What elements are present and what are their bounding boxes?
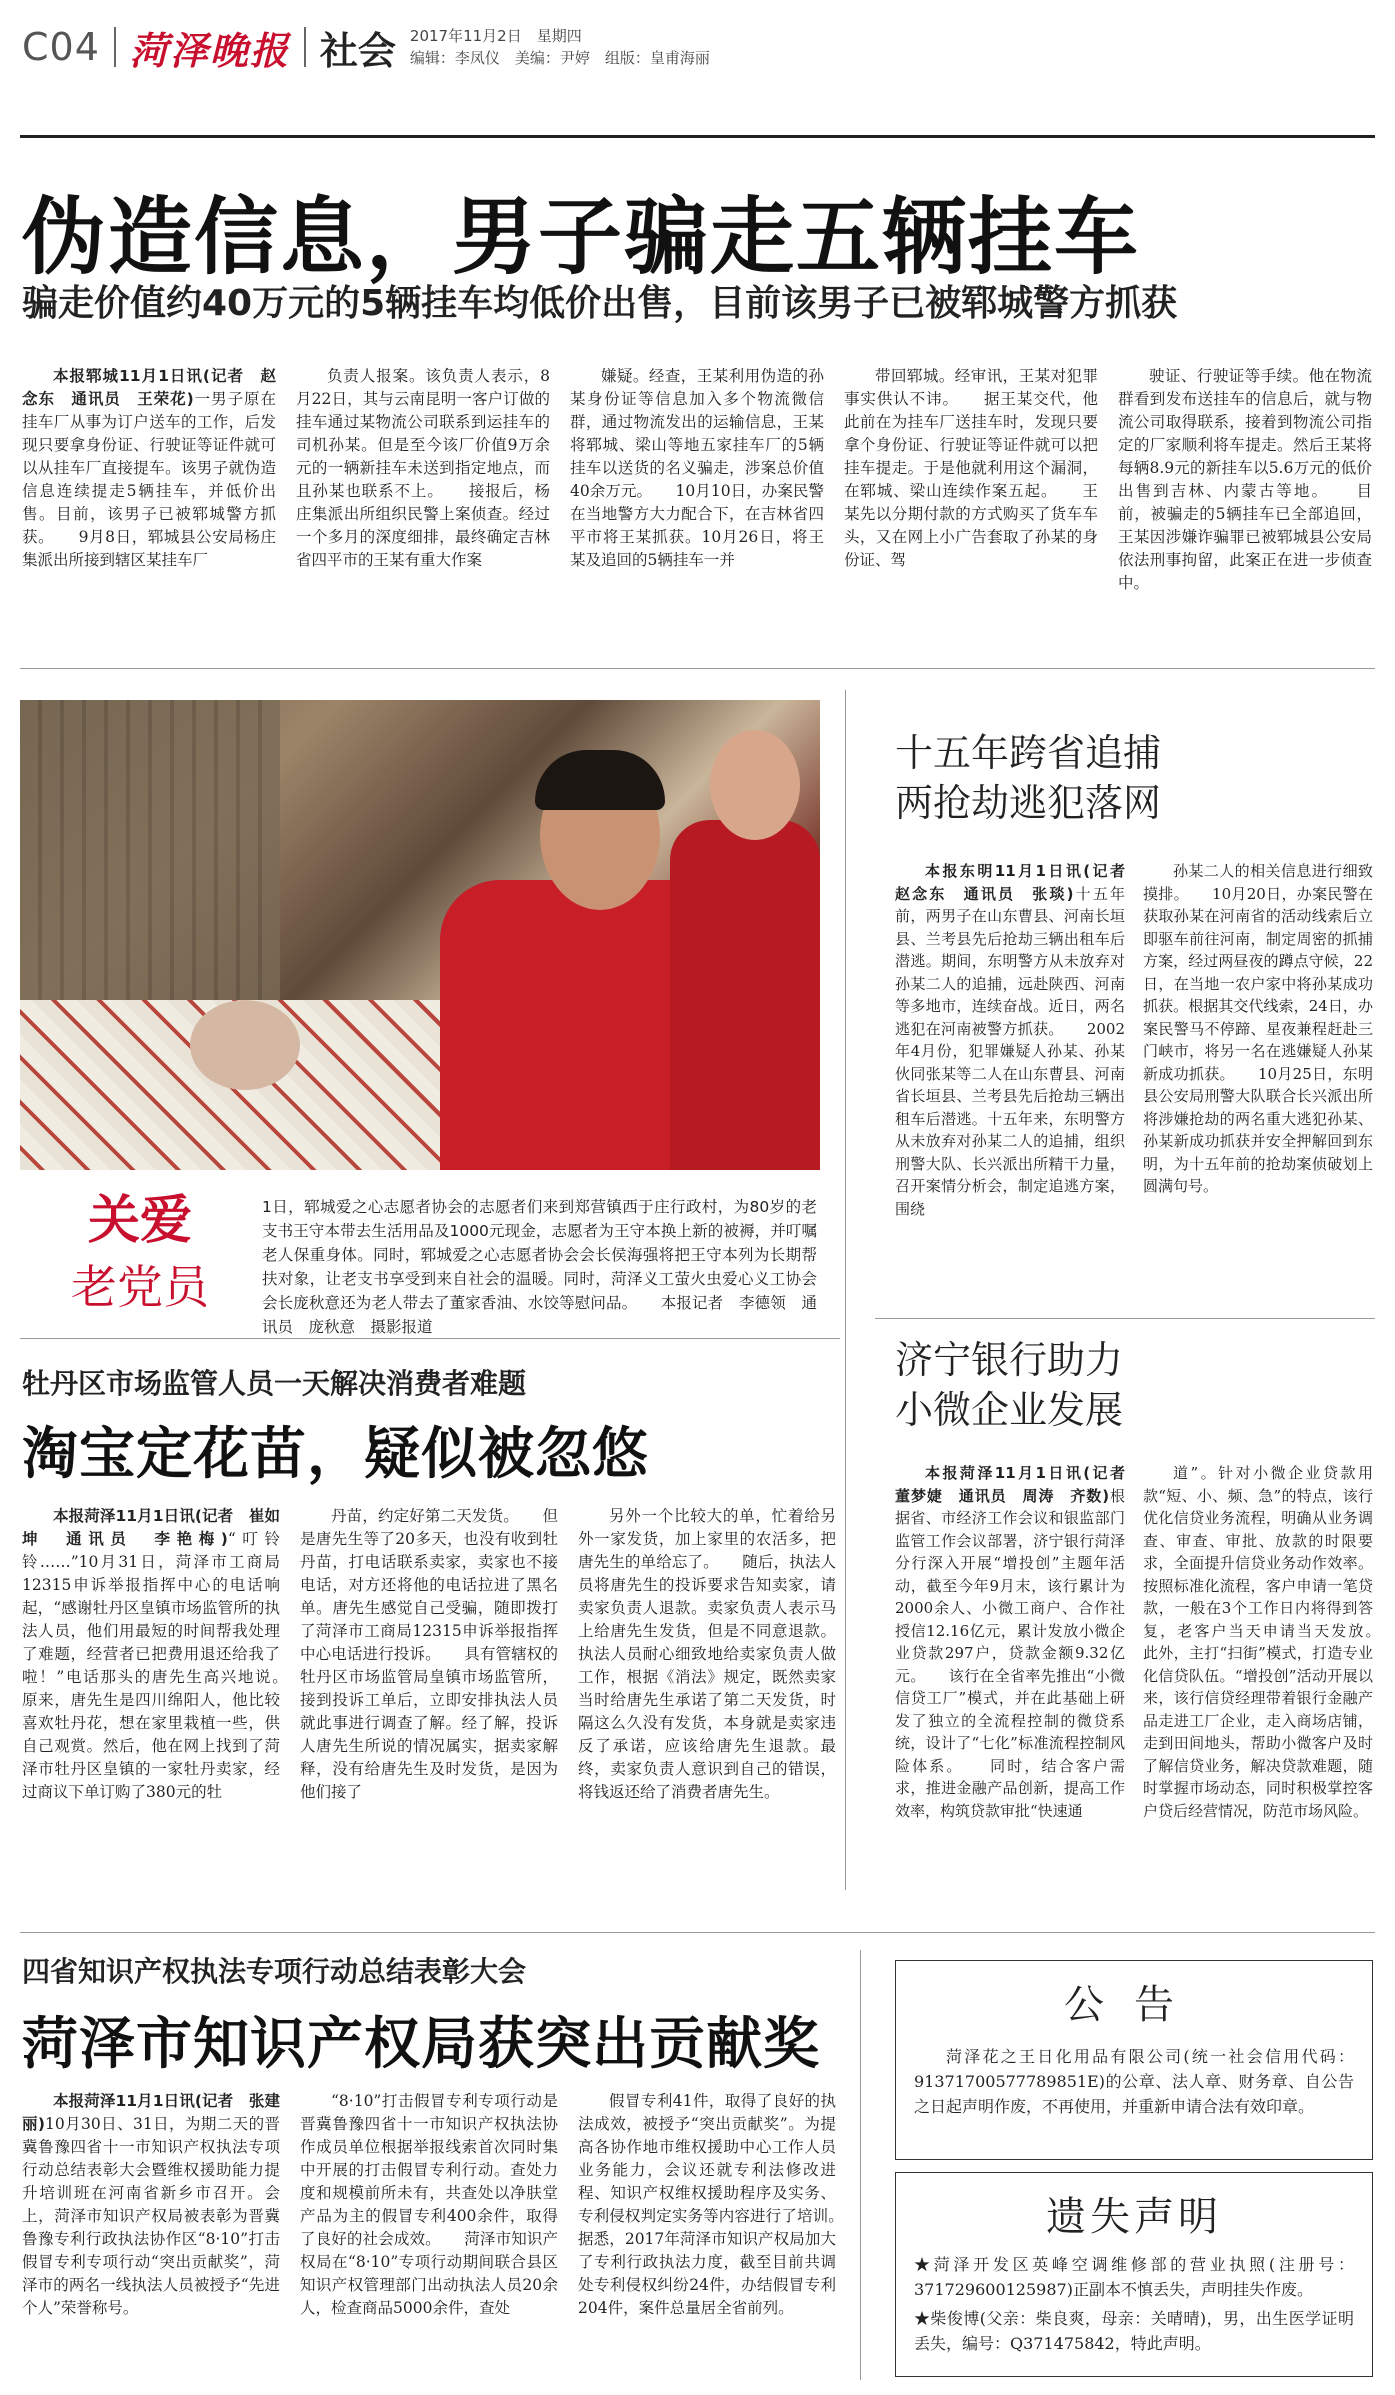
side-headline-line: 小微企业发展	[895, 1388, 1124, 1432]
masthead-rule	[20, 135, 1375, 138]
article-headline: 菏泽市知识产权局获突出贡献奖	[22, 2012, 820, 2077]
column-divider	[860, 1950, 861, 2380]
section-divider	[20, 1932, 1375, 1933]
article-kicker: 牡丹区市场监管人员一天解决消费者难题	[22, 1367, 527, 1400]
article-text: 根据省、市经济工作会议和银监部门监管工作会议部署，济宁银行菏泽分行深入开展“增投创”主题年活动，截至今年9月末，该行累计为2000余人、小微工商户、合作社授信12.16亿元，累计发放小微企业贷款297户，贷款金额9.32亿元。 该行在全省率先推出“小微信贷工厂”模式，并在此基础上研发了独立的全流程控制的微贷系统，设计了“七化”标准流程控制风险体系。 同时，结合客户需求，推进金融产品创新，提高工作效率，构筑贷款审批“快速通	[895, 1486, 1125, 1820]
article-byline: 本报东明11月1日讯(记者 赵念东 通讯员 张琰)	[895, 862, 1125, 903]
article-column	[1143, 1462, 1373, 1902]
paper-logo: 菏泽晚报	[129, 27, 290, 73]
article-text: 10月30日、31日，为期二天的晋冀鲁豫四省十一市知识产权执法专项行动总结表彰大会暨维权援助能力提升培训班在河南省新乡市召开。会上，菏泽市知识产权局被表彰为晋冀鲁豫专利行政执法协作区“8·10”打击假冒专利专项行动“突出贡献奖”，菏泽市的两名一线执法人员被授予“先进个人”荣誉称号。	[22, 2115, 280, 2317]
photo-caption: 1日，郓城爱之心志愿者协会的志愿者们来到郑营镇西于庄行政村，为80岁的老支书王守本带去生活用品及1000元现金，志愿者为王守本换上新的被褥，并叮嘱老人保重身体。同时，郓城爱之心志愿者协会会长侯海强将把王守本列为长期帮扶对象，让老支书享受到来自社会的温暖。同时，菏泽义工萤火虫爱心义工协会会长庞秋意还为老人带去了董家香油、水饺等慰问品。 本报记者 李德领 通讯员 庞秋意 摄影报道	[262, 1198, 817, 1336]
photo-title-line2: 老党员	[71, 1260, 209, 1314]
article-body	[22, 2090, 837, 2385]
article-column	[300, 2090, 558, 2385]
article-text: 孙某二人的相关信息进行细致摸排。 10月20日，办案民警在获取孙某在河南省的活动线索后立即驱车前往河南，制定周密的抓捕方案，经过两昼夜的蹲点守候，22日，在当地一农户家中将孙某成功抓获。根据其交代线索，24日，办案民警马不停蹄、星夜兼程赶赴三门峡市，将另一名在逃嫌疑人孙某新成功抓获。 10月25日，东明县公安局刑警大队联合长兴派出所将涉嫌抢劫的两名重大逃犯孙某、孙某新成功抓获并安全押解回到东明，为十五年前的抢劫案侦破划上圆满句号。	[1143, 862, 1373, 1195]
notice-title: 公告	[1064, 1982, 1204, 2028]
lost-notice-title: 遗失声明	[1046, 2194, 1222, 2240]
article-text: 十五年前，两男子在山东曹县、河南长垣县、兰考县先后抢劫三辆出租车后潜逃。期间，东明警方从未放弃对孙某二人的追捕，远赴陕西、河南等多地市，连续奋战。近日，两名逃犯在河南被警方抓获。 2002年4月份，犯罪嫌疑人孙某、孙某伙同张某等二人在山东曹县、河南省长垣县、兰考县先后抢劫三辆出租车后潜逃。十五年来，东明警方从未放弃对孙某二人的追捕，组织刑警大队、长兴派出所精干力量，召开案情分析会，制定追逃方案，围绕	[895, 884, 1125, 1218]
side-headline	[895, 728, 1365, 828]
news-photo	[20, 700, 820, 1170]
article-byline: 本报菏泽11月1日讯(记者 崔如坤 通讯员 李艳梅)	[22, 1507, 280, 1548]
article-column	[300, 1505, 558, 1945]
lead-subheadline: 骗走价值约40万元的5辆挂车均低价出售，目前该男子已被郓城警方抓获	[22, 283, 1178, 324]
article-text: 带回郓城。经审讯，王某对犯罪事实供认不讳。 据王某交代，他此前在为挂车厂送挂车时，发现只要拿个身份证、行驶证等证件就可以把挂车提走。于是他就利用这个漏洞，在郓城、梁山连续作案五起。 王某先以分期付款的方式购买了货车车头，又在网上小广告套取了孙某的身份证、驾	[844, 367, 1098, 569]
side-headline-line: 济宁银行助力	[895, 1338, 1124, 1382]
article-text: 假冒专利41件，取得了良好的执法成效，被授予“突出贡献奖”。为提高各协作地市维权援助中心工作人员业务能力，会议还就专利法修改进程、知识产权维权援助程序及实务、专利侵权判定实务等内容进行了培训。 据悉，2017年菏泽市知识产权局加大了专利行政执法力度，截至目前共调处专利侵权纠纷24件，办结假冒专利204件，案件总量居全省前列。	[578, 2092, 836, 2317]
lost-notice-item: ★菏泽开发区英峰空调维修部的营业执照(注册号：371729600125987)正副本不慎丢失，声明挂失作废。	[914, 2255, 1354, 2299]
side-headline	[895, 1335, 1365, 1435]
article-column	[578, 2090, 836, 2385]
section-divider	[875, 1318, 1375, 1319]
article-column	[844, 365, 1098, 640]
article-text: 嫌疑。经查，王某利用伪造的孙某身份证等信息加入多个物流微信群，通过物流发出的运输信息，王某将郓城、梁山等地五家挂车厂的5辆挂车以送货的名义骗走，涉案总价值40余万元。 10月10日，办案民警在当地警方大力配合下，在吉林省四平市将王某抓获。10月26日，将王某及追回的5辆挂车一并	[570, 367, 824, 569]
lead-headline: 伪造信息，男子骗走五辆挂车	[22, 188, 1141, 286]
article-text: 一男子原在挂车厂从事为订户送车的工作，后发现只要拿身份证、行驶证等证件就可以从挂车厂直接提车。该男子就伪造信息连续提走5辆挂车，并低价出售。目前，该男子已被郓城警方抓获。 9月8日，郓城县公安局杨庄集派出所接到辖区某挂车厂	[22, 390, 276, 569]
article-column	[22, 365, 276, 640]
article-byline: 本报菏泽11月1日讯(记者 董梦婕 通讯员 周涛 齐数)	[895, 1464, 1125, 1505]
article-byline: 本报郓城11月1日讯(记者 赵念东 通讯员 王荣花)	[22, 367, 276, 408]
masthead-meta	[410, 25, 710, 69]
article-text: “叮铃铃……”10月31日，菏泽市工商局12315申诉举报指挥中心的电话响起，“感谢牡丹区皇镇市场监管所的执法人员，他们用最短的时间帮我处理了难题，经营者已把费用退还给我了啦！”电话那头的唐先生高兴地说。 原来，唐先生是四川绵阳人，他比较喜欢牡丹花，想在家里栽植一些，供自己观赏。然后，他在网上找到了菏泽市牡丹区皇镇的一家牡丹卖家，经过商议下单订购了380元的牡	[22, 1530, 280, 1801]
notice-body: 菏泽花之王日化用品有限公司(统一社会信用代码：91371700577789851E)的公章、法人章、财务章、自公告之日起声明作废，不再使用，并重新申请合法有效印章。	[914, 2047, 1354, 2116]
article-kicker: 四省知识产权执法专项行动总结表彰大会	[22, 1955, 527, 1988]
section-divider	[20, 668, 1375, 669]
article-column	[22, 1505, 280, 1945]
article-column	[1118, 365, 1372, 640]
photo-story-title	[40, 1188, 240, 1320]
masthead-divider	[304, 27, 306, 67]
article-text: 驶证、行驶证等手续。他在物流群看到发布送挂车的信息后，就与物流公司取得联系，接着到物流公司指定的厂家顺利将车提走。然后王某将每辆8.9元的新挂车以5.6万元的低价出售到吉林、内蒙古等地。 目前，被骗走的5辆挂车已全部追回，王某因涉嫌诈骗罪已被郓城县公安局依法刑事拘留，此案正在进一步侦查中。	[1118, 367, 1372, 592]
issue-date: 2017年11月2日 星期四	[409, 27, 582, 45]
notice-box	[895, 1960, 1373, 2160]
side-article-body	[895, 860, 1373, 1300]
article-column	[895, 1462, 1125, 1902]
side-article-body	[895, 1462, 1373, 1902]
article-column	[1143, 860, 1373, 1300]
article-headline: 淘宝定花苗，疑似被忽悠	[22, 1422, 649, 1487]
article-column	[578, 1505, 836, 1945]
article-body	[22, 1505, 837, 1945]
article-text: 负责人报案。该负责人表示，8月22日，其与云南昆明一客户订做的挂车通过某物流公司联系到运挂车的司机孙某。但是至今该厂价值9万余元的一辆新挂车未送到指定地点，而且孙某也联系不上。 接报后，杨庄集派出所组织民警上案侦查。经过一个多月的深度细排，最终确定吉林省四平市的王某有重大作案	[296, 367, 550, 569]
article-text: 丹苗，约定好第二天发货。 但是唐先生等了20多天，也没有收到牡丹苗，打电话联系卖家，卖家也不接电话，对方还将他的电话拉进了黑名单。唐先生感觉自己受骗，随即拨打了菏泽市工商局12315申诉举报指挥中心电话进行投诉。 具有管辖权的牡丹区市场监管局皇镇市场监管所，接到投诉工单后，立即安排执法人员就此事进行调查了解。经了解，投诉人唐先生所说的情况属实，据卖家解释，没有给唐先生及时发货，是因为他们接了	[300, 1507, 558, 1801]
lost-notice-box	[895, 2172, 1373, 2377]
lost-notice-item: ★柴俊博(父亲：柴良爽，母亲：关晴晴)，男，出生医学证明丢失，编号：Q371475842，特此声明。	[914, 2309, 1354, 2353]
article-text: “8·10”打击假冒专利专项行动是晋冀鲁豫四省十一市知识产权执法协作成员单位根据举报线索首次同时集中开展的打击假冒专利行动。查处力度和规模前所未有，共查处以净肤堂产品为主的假冒专利400余件，取得了良好的社会成效。 菏泽市知识产权局在“8·10”专项行动期间联合县区知识产权管理部门出动执法人员20余人，检查商品5000余件，查处	[300, 2092, 558, 2317]
editor-credits: 编辑：李凤仪 美编：尹婷 组版：皇甫海丽	[409, 49, 710, 67]
article-column	[22, 2090, 280, 2385]
lead-article-body	[22, 365, 1372, 640]
photo-title-line1: 关爱	[87, 1191, 192, 1251]
article-byline: 本报菏泽11月1日讯(记者 张建丽)	[22, 2092, 280, 2133]
side-headline-line: 两抢劫逃犯落网	[895, 781, 1162, 825]
masthead	[22, 22, 710, 72]
column-divider	[845, 690, 846, 1890]
page-number: C04	[22, 25, 100, 69]
side-headline-line: 十五年跨省追捕	[895, 731, 1162, 775]
section-divider	[20, 1338, 840, 1339]
article-column	[296, 365, 550, 640]
article-text: 道”。针对小微企业贷款用款“短、小、频、急”的特点，该行优化信贷业务流程，明确从业务调查、审查、审批、放款的时限要求，全面提升信贷业务动作效率。按照标准化流程，客户申请一笔贷款，一般在3个工作日内将得到答复，老客户当天申请当天发放。 此外，主打“扫街”模式，打造专业化信贷队伍。“增投创”活动开展以来，该行信贷经理带着银行金融产品走进工厂企业，走入商场店铺，走到田间地头，帮助小微客户及时了解信贷业务，解决贷款难题，随时掌握市场动态，同时积极掌控客户贷后经营情况，防范市场风险。	[1143, 1464, 1373, 1820]
article-column	[895, 860, 1125, 1300]
masthead-divider	[114, 27, 116, 67]
article-text: 另外一个比较大的单，忙着给另外一家发货，加上家里的农活多，把唐先生的单给忘了。 随后，执法人员将唐先生的投诉要求告知卖家，请卖家负责人退款。卖家负责人表示马上给唐先生发货，但是不同意退款。执法人员耐心细致地给卖家负责人做工作，根据《消法》规定，既然卖家当时给唐先生承诺了第二天发货，时隔这么久没有发货，本身就是卖家违反了承诺，应该给唐先生退款。最终，卖家负责人意识到自己的错误，将钱返还给了消费者唐先生。	[578, 1507, 836, 1801]
article-column	[570, 365, 824, 640]
section-name: 社会	[319, 28, 396, 73]
